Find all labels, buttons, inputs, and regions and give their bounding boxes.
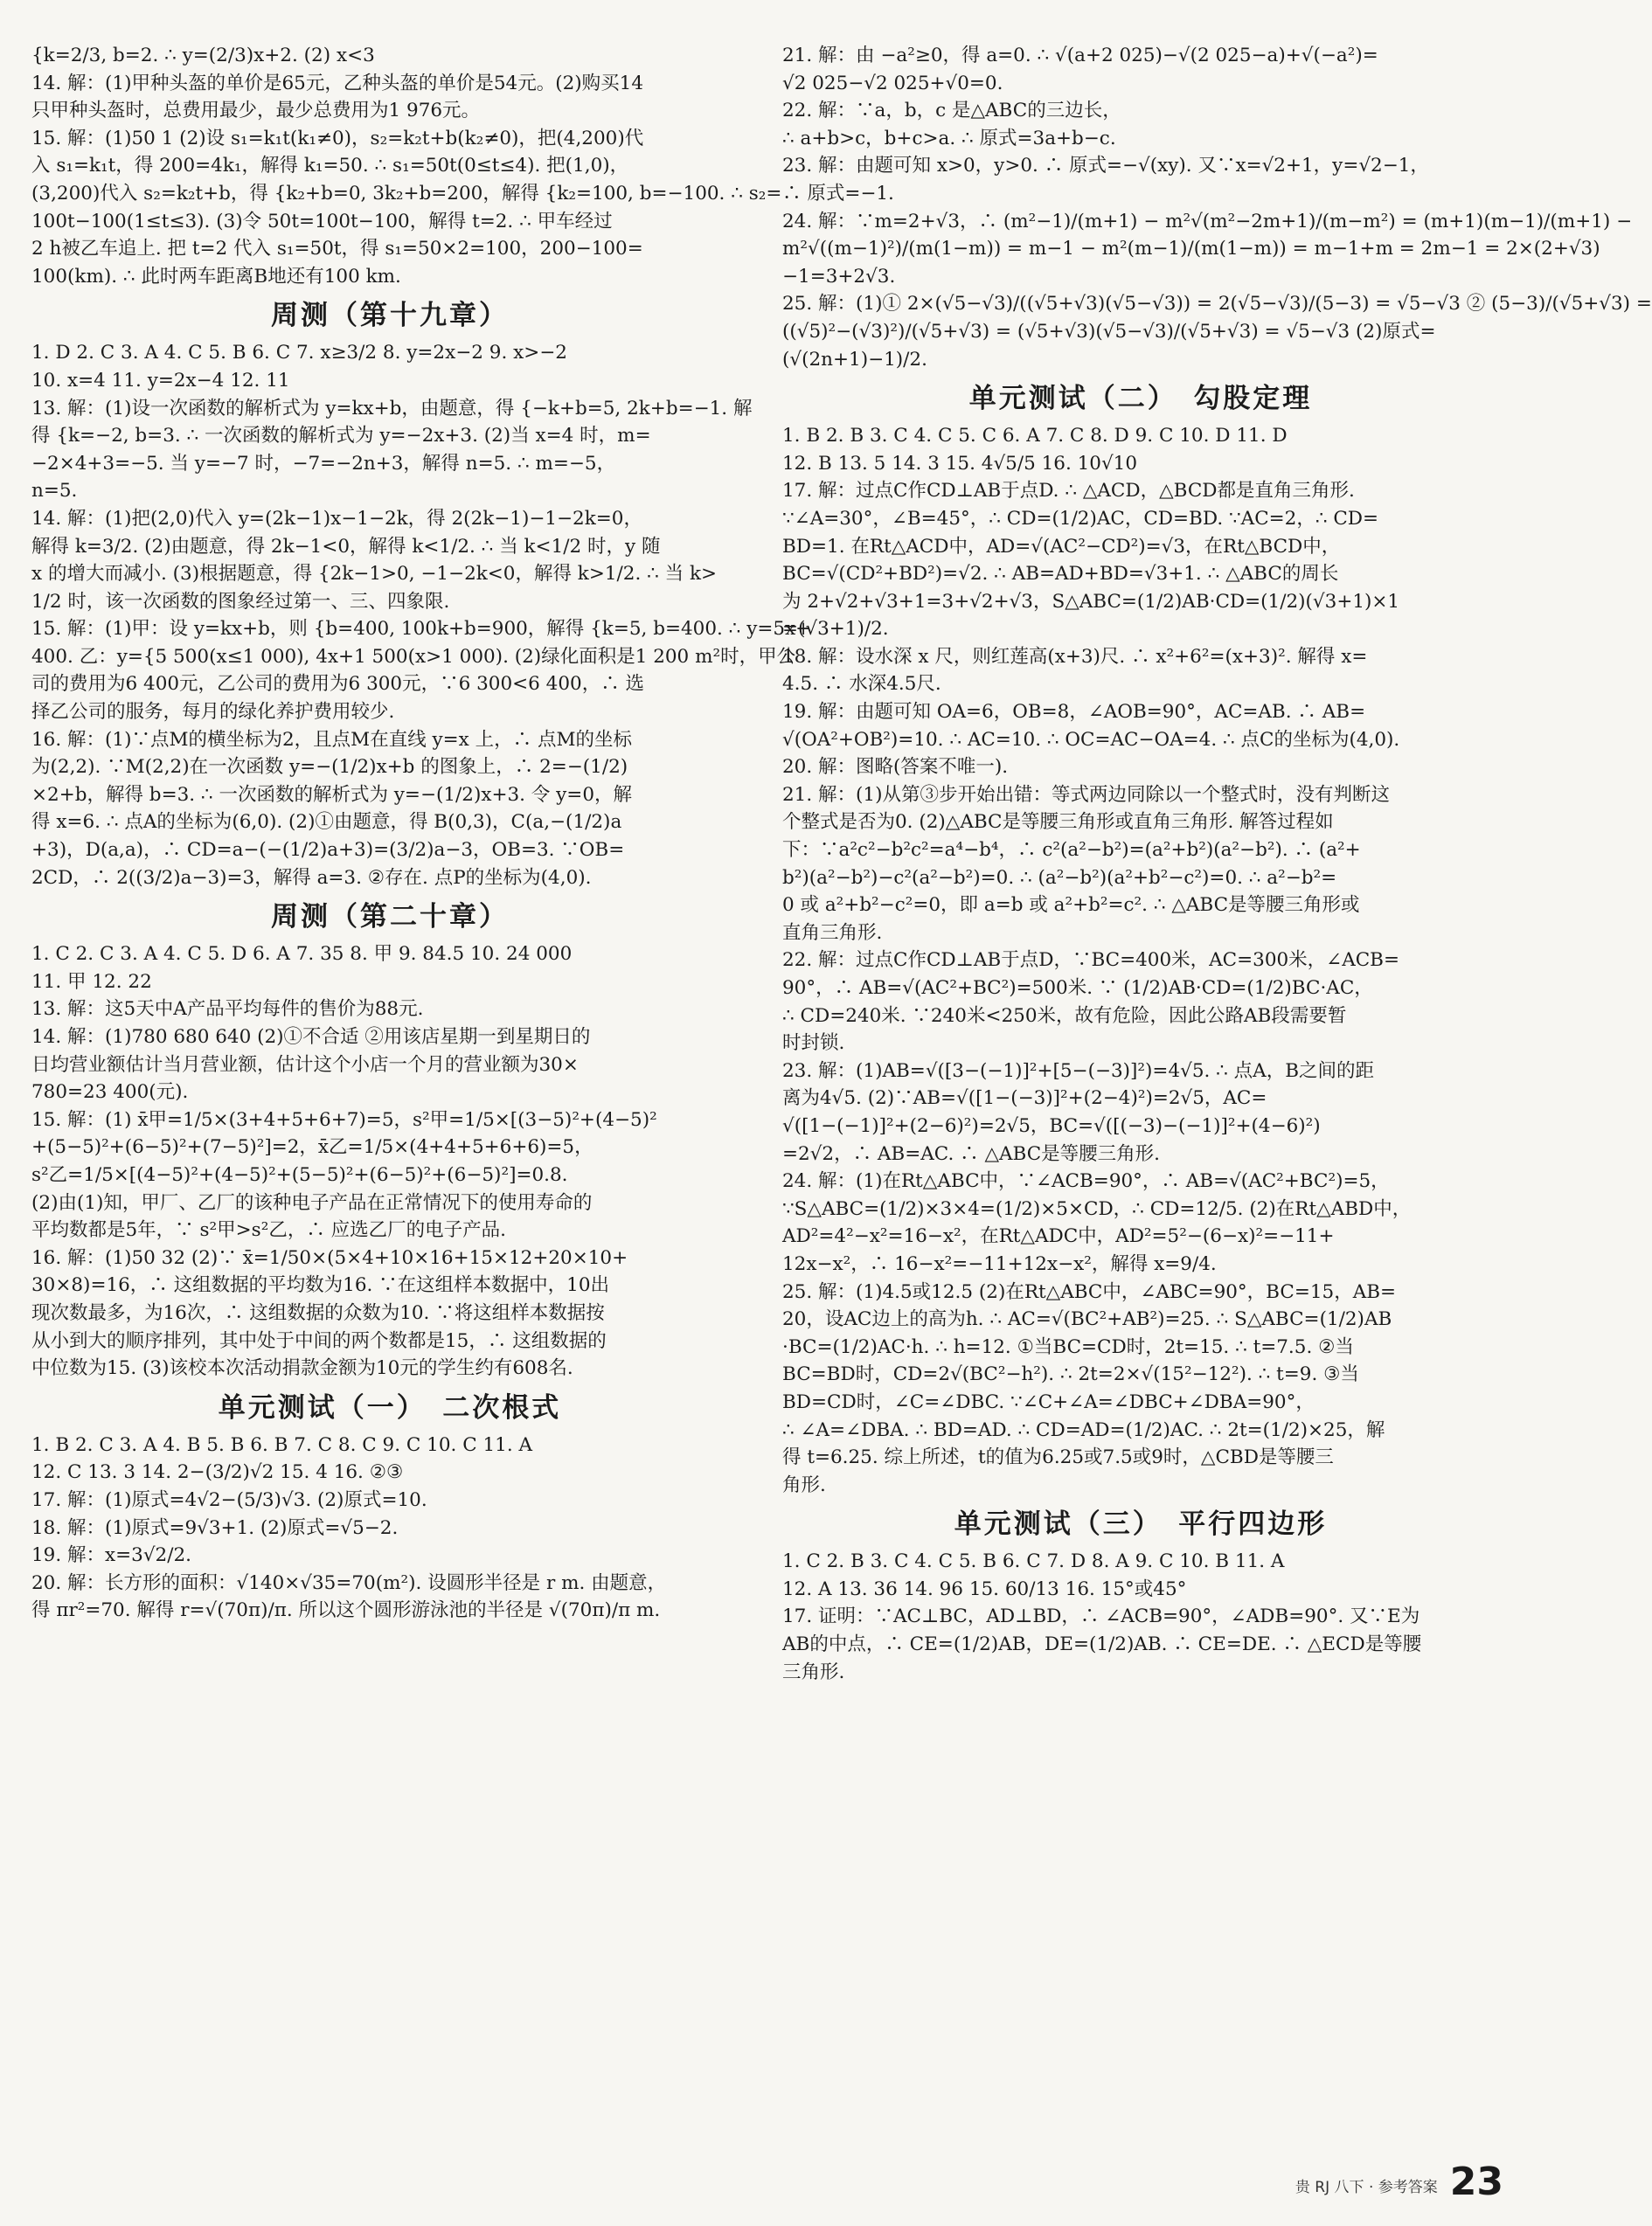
answer-line: 100t−100(1≤t≤3). (3)令 50t=100t−100，解得 t=2. ∴ 甲车经过: [31, 210, 613, 232]
answer-line: 90°，∴ AB=√(AC²+BC²)=500米. ∵ (1/2)AB·CD=(1/2)BC·AC，: [782, 977, 1373, 999]
answer-line: 21. 解：(1)从第③步开始出错：等式两边同除以一个整式时，没有判断这: [782, 783, 1390, 806]
answer-line: 14. 解：(1)780 680 640 (2)①不合适 ②用该店星期一到星期日的: [31, 1026, 591, 1048]
answer-line: b²)(a²−b²)−c²(a²−b²)=0. ∴ (a²−b²)(a²+b²−c²)=0. ∴ a²−b²=: [782, 866, 1337, 889]
answer-line: (√(2n+1)−1)/2.: [782, 348, 927, 371]
answer-line: n=5.: [31, 480, 78, 503]
answer-line: 得 x=6. ∴ 点A的坐标为(6,0). (2)①由题意，得 B(0,3)，C(a,−(1/2)a: [31, 811, 622, 834]
answer-line: ·BC=(1/2)AC·h. ∴ h=12. ①当BC=CD时，2t=15. ∴ t=7.5. ②当: [782, 1335, 1354, 1358]
footer-label: 贵 RJ 八下 · 参考答案: [1295, 2179, 1438, 2196]
answer-line: √2 025−√2 025+√0=0.: [782, 72, 1003, 94]
answer-line: +(5−5)²+(6−5)²+(7−5)²]=2，x̄乙=1/5×(4+4+5+6+6)=5，: [31, 1136, 593, 1159]
answer-line: 角形.: [782, 1474, 826, 1496]
page-number: 23: [1449, 2160, 1503, 2204]
answer-line: 12. B 13. 5 14. 3 15. 4√5/5 16. 10√10: [782, 452, 1138, 475]
answer-line: 时封锁.: [782, 1032, 845, 1055]
answer-line: (3,200)代入 s₂=k₂t+b，得 {k₂+b=0, 3k₂+b=200，解得 {k₂=100, b=−100. ∴ s₂=: [31, 182, 782, 205]
answer-line: 16. 解：(1)∵点M的横坐标为2，且点M在直线 y=x 上，∴ 点M的坐标: [31, 728, 632, 751]
section-heading: 单元测试（一） 二次根式: [218, 1391, 562, 1424]
section-heading: 周测（第十九章）: [271, 300, 509, 332]
answer-line: 400. 乙：y={5 500(x≤1 000), 4x+1 500(x>1 000). (2)绿化面积是1 200 m²时，甲公: [31, 645, 796, 668]
answer-line: 三角形.: [782, 1661, 845, 1683]
answer-line: 15. 解：(1)50 1 (2)设 s₁=k₁t(k₁≠0)，s₂=k₂t+b(k₂≠0)，把(4,200)代: [31, 127, 644, 149]
answer-line: 直角三角形.: [782, 921, 883, 944]
answer-line: 个整式是否为0. (2)△ABC是等腰三角形或直角三角形. 解答过程如: [782, 811, 1334, 834]
answer-line: 17. 证明：∵AC⊥BC，AD⊥BD，∴ ∠ACB=90°，∠ADB=90°. 又∵E为: [782, 1605, 1420, 1628]
answer-line: 为(2,2). ∵M(2,2)在一次函数 y=−(1/2)x+b 的图象上，∴ 2=−(1/2): [31, 756, 628, 779]
answer-line: m²√((m−1)²)/(m(1−m)) = m−1 − m²(m−1)/(m(1−m)) = m−1+m = 2m−1 = 2×(2+√3): [782, 238, 1600, 260]
answer-line: 18. 解：(1)原式=9√3+1. (2)原式=√5−2.: [31, 1516, 399, 1539]
answer-line: BC=√(CD²+BD²)=√2. ∴ AB=AD+BD=√3+1. ∴ △ABC的周长: [782, 563, 1339, 586]
answer-line: =2√2，∴ AB=AC. ∴ △ABC是等腰三角形.: [782, 1142, 1161, 1165]
answer-line: 14. 解：(1)把(2,0)代入 y=(2k−1)x−1−2k，得 2(2k−1)−1−2k=0，: [31, 507, 642, 530]
answer-line: 24. 解：∵m=2+√3，∴ (m²−1)/(m+1) − m²√(m²−2m+1)/(m−m²) = (m+1)(m−1)/(m+1) −: [782, 210, 1633, 232]
answer-line: 20. 解：图略(答案不唯一).: [782, 756, 1009, 779]
answer-line: 22. 解：∵a，b，c 是△ABC的三边长，: [782, 100, 1121, 122]
answer-line: ∵S△ABC=(1/2)×3×4=(1/2)×5×CD，∴ CD=12/5. (2)在Rt△ABD中，: [782, 1197, 1412, 1220]
answer-line: 17. 解：(1)原式=4√2−(5/3)√3. (2)原式=10.: [31, 1488, 427, 1511]
answer-line: BD=1. 在Rt△ACD中，AD=√(AC²−CD²)=√3，在Rt△BCD中，: [782, 535, 1341, 558]
answer-line: −1=3+2√3.: [782, 265, 896, 288]
answer-line: =(√3+1)/2.: [782, 618, 889, 641]
answer-line: 20. 解：长方形的面积：√140×√35=70(m²). 设圆形半径是 r m. 由题意，: [31, 1571, 667, 1594]
answer-line: 为 2+√2+√3+1=3+√2+√3，S△ABC=(1/2)AB·CD=(1/2)(√3+1)×1: [782, 590, 1400, 613]
answer-line: 得 {k=−2, b=3. ∴ 一次函数的解析式为 y=−2x+3. (2)当 x=4 时，m=: [31, 425, 651, 447]
answer-line: {k=2/3, b=2. ∴ y=(2/3)x+2. (2) x<3: [31, 45, 375, 66]
answer-line: ∴ a+b>c，b+c>a. ∴ 原式=3a+b−c.: [782, 127, 1116, 149]
answer-line: 0 或 a²+b²−c²=0，即 a=b 或 a²+b²=c². ∴ △ABC是等腰三角形或: [782, 894, 1360, 917]
right-column: [782, 42, 1652, 1686]
answer-line: ∴ 原式=−1.: [782, 182, 894, 205]
answer-line: AB的中点，∴ CE=(1/2)AB，DE=(1/2)AB. ∴ CE=DE. ∴ △ECD是等腰: [782, 1633, 1422, 1656]
answer-line: 下：∵a²c²−b²c²=a⁴−b⁴，∴ c²(a²−b²)=(a²+b²)(a²−b²). ∴ (a²+: [782, 839, 1361, 862]
answer-line: 21. 解：由 −a²≥0，得 a=0. ∴ √(a+2 025)−√(2 025−a)+√(−a²)=: [782, 45, 1378, 66]
answer-line: +3)，D(a,a)，∴ CD=a−(−(1/2)a+3)=(3/2)a−3，OB=3. ∵OB=: [31, 839, 625, 862]
answer-line: 得 πr²=70. 解得 r=√(70π)/π. 所以这个圆形游泳池的半径是 √(70π)/π m.: [31, 1599, 661, 1622]
answer-line: s²乙=1/5×[(4−5)²+(4−5)²+(5−5)²+(6−5)²+(6−5)²]=0.8.: [31, 1163, 568, 1186]
answer-line: 1. B 2. C 3. A 4. B 5. B 6. B 7. C 8. C 9. C 10. C 11. A: [31, 1433, 533, 1456]
answer-line: 2 h被乙车追上. 把 t=2 代入 s₁=50t，得 s₁=50×2=100，200−100=: [31, 238, 643, 260]
answer-line: (2)由(1)知，甲厂、乙厂的该种电子产品在正常情况下的使用寿命的: [31, 1191, 593, 1214]
answer-line: 15. 解：(1)甲：设 y=kx+b，则 {b=400, 100k+b=900，解得 {k=5, b=400. ∴ y=5x+: [31, 618, 812, 641]
answer-line: 13. 解：这5天中A产品平均每件的售价为88元.: [31, 998, 424, 1021]
answer-line: 1. D 2. C 3. A 4. C 5. B 6. C 7. x≥3/2 8. y=2x−2 9. x>−2: [31, 342, 567, 364]
answer-line: 从小到大的顺序排列，其中处于中间的两个数都是15，∴ 这组数据的: [31, 1329, 607, 1352]
answer-line: 25. 解：(1)① 2×(√5−√3)/((√5+√3)(√5−√3)) = 2(√5−√3)/(5−3) = √5−√3 ② (5−3)/(√5+√3) =: [782, 293, 1652, 316]
answer-line: ∴ ∠A=∠DBA. ∴ BD=AD. ∴ CD=AD=(1/2)AC. ∴ 2t=(1/2)×25，解: [782, 1418, 1385, 1441]
answer-line: AD²=4²−x²=16−x²，在Rt△ADC中，AD²=5²−(6−x)²=−11+: [782, 1225, 1335, 1248]
answer-line: 13. 解：(1)设一次函数的解析式为 y=kx+b，由题意，得 {−k+b=5, 2k+b=−1. 解: [31, 397, 753, 420]
answer-line: 1. B 2. B 3. C 4. C 5. C 6. A 7. C 8. D 9. C 10. D 11. D: [782, 425, 1288, 447]
answer-line: 18. 解：设水深 x 尺，则红莲高(x+3)尺. ∴ x²+6²=(x+3)². 解得 x=: [782, 645, 1368, 668]
answer-line: 15. 解：(1) x̄甲=1/5×(3+4+5+6+7)=5，s²甲=1/5×[(3−5)²+(4−5)²: [31, 1108, 657, 1131]
answer-line: 22. 解：过点C作CD⊥AB于点D，∵BC=400米，AC=300米，∠ACB=: [782, 949, 1399, 972]
answer-line: 19. 解：x=3√2/2.: [31, 1544, 191, 1567]
answer-line: x 的增大而减小. (3)根据题意，得 {2k−1>0, −1−2k<0，解得 k>1/2. ∴ 当 k>: [31, 563, 718, 586]
answer-line: 10. x=4 11. y=2x−4 12. 11: [31, 369, 290, 392]
answer-line: 16. 解：(1)50 32 (2)∵ x̄=1/50×(5×4+10×16+15×12+20×10+: [31, 1246, 628, 1269]
answer-line: 17. 解：过点C作CD⊥AB于点D. ∴ △ACD，△BCD都是直角三角形.: [782, 480, 1355, 503]
answer-line: 1/2 时，该一次函数的图象经过第一、三、四象限.: [31, 590, 450, 613]
answer-line: BD=CD时，∠C=∠DBC. ∵∠C+∠A=∠DBC+∠DBA=90°，: [782, 1390, 1315, 1413]
answer-line: ((√5)²−(√3)²)/(√5+√3) = (√5+√3)(√5−√3)/(√5+√3) = √5−√3 (2)原式=: [782, 320, 1436, 343]
answer-line: 24. 解：(1)在Rt△ABC中，∵∠ACB=90°，∴ AB=√(AC²+BC²)=5，: [782, 1170, 1390, 1193]
answer-line: 现次数最多，为16次，∴ 这组数据的众数为10. ∵将这组样本数据按: [31, 1301, 605, 1324]
answer-line: 25. 解：(1)4.5或12.5 (2)在Rt△ABC中，∠ABC=90°，BC=15，AB=: [782, 1280, 1397, 1303]
answer-line: 离为4√5. (2)∵AB=√([1−(−3)]²+(2−4)²)=2√5，AC=: [782, 1087, 1267, 1110]
answer-line: √([1−(−1)]²+(2−6)²)=2√5，BC=√([(−3)−(−1)]²+(4−6)²): [782, 1114, 1321, 1137]
answer-line: −2×4+3=−5. 当 y=−7 时，−7=−2n+3，解得 n=5. ∴ m=−5，: [31, 452, 616, 475]
answer-line: 780=23 400(元).: [31, 1081, 189, 1104]
page-footer: [1295, 2160, 1503, 2204]
answer-line: BC=BD时，CD=2√(BC²−h²). ∴ 2t=2×√(15²−12²). ∴ t=9. ③当: [782, 1363, 1359, 1386]
answer-line: 择乙公司的服务，每月的绿化养护费用较少.: [31, 701, 395, 724]
answer-line: 30×8)=16，∴ 这组数据的平均数为16. ∵在这组样本数据中，10出: [31, 1274, 610, 1297]
answer-line: 12. A 13. 36 14. 96 15. 60/13 16. 15°或45°: [782, 1578, 1187, 1600]
answer-line: 11. 甲 12. 22: [31, 970, 152, 993]
answer-line: √(OA²+OB²)=10. ∴ AC=10. ∴ OC=AC−OA=4. ∴ 点C的坐标为(4,0).: [782, 728, 1400, 751]
answer-line: 23. 解：由题可知 x>0，y>0. ∴ 原式=−√(xy). 又∵x=√2+1，y=√2−1，: [782, 155, 1429, 177]
answer-line: 19. 解：由题可知 OA=6，OB=8，∠AOB=90°，AC=AB. ∴ AB=: [782, 701, 1366, 724]
answer-line: ∵∠A=30°，∠B=45°，∴ CD=(1/2)AC，CD=BD. ∵AC=2，∴ CD=: [782, 507, 1379, 530]
answer-line: 12. C 13. 3 14. 2−(3/2)√2 15. 4 16. ②③: [31, 1461, 404, 1484]
answer-line: 100(km). ∴ 此时两车距离B地还有100 km.: [31, 265, 401, 288]
answer-line: 1. C 2. C 3. A 4. C 5. D 6. A 7. 35 8. 甲 9. 84.5 10. 24 000: [31, 943, 573, 966]
answer-line: 12x−x²，∴ 16−x²=−11+12x−x²，解得 x=9/4.: [782, 1252, 1217, 1275]
answer-line: 只甲种头盔时，总费用最少，最少总费用为1 976元。: [31, 100, 481, 122]
answer-line: ×2+b，解得 b=3. ∴ 一次函数的解析式为 y=−(1/2)x+3. 令 y=0，解: [31, 783, 632, 806]
section-heading: 周测（第二十章）: [271, 901, 509, 933]
answer-line: 入 s₁=k₁t，得 200=4k₁，解得 k₁=50. ∴ s₁=50t(0≤t≤4). 把(1,0)，: [31, 155, 629, 177]
section-heading: 单元测试（三） 平行四边形: [954, 1508, 1328, 1541]
answer-line: 日均营业额估计当月营业额，估计这个小店一个月的营业额为30×: [31, 1053, 579, 1076]
answer-line: 4.5. ∴ 水深4.5尺.: [782, 673, 941, 696]
answer-line: 解得 k=3/2. (2)由题意，得 2k−1<0，解得 k<1/2. ∴ 当 k<1/2 时，y 随: [31, 535, 661, 558]
answer-line: 司的费用为6 400元，乙公司的费用为6 300元，∵6 300<6 400，∴ 选: [31, 673, 645, 696]
answer-line: 23. 解：(1)AB=√([3−(−1)]²+[5−(−3)]²)=4√5. ∴ 点A，B之间的距: [782, 1059, 1375, 1082]
answer-line: 2CD，∴ 2((3/2)a−3)=3，解得 a=3. ②存在. 点P的坐标为(4,0).: [31, 866, 592, 889]
answer-line: 得 t=6.25. 综上所述，t的值为6.25或7.5或9时，△CBD是等腰三: [782, 1446, 1334, 1469]
section-heading: 单元测试（二） 勾股定理: [968, 383, 1313, 415]
answer-line: 1. C 2. B 3. C 4. C 5. B 6. C 7. D 8. A 9. C 10. B 11. A: [782, 1550, 1285, 1573]
answer-line: 14. 解：(1)甲种头盔的单价是65元，乙种头盔的单价是54元。(2)购买14: [31, 72, 644, 94]
answer-line: 中位数为15. (3)该校本次活动捐款金额为10元的学生约有608名.: [31, 1357, 573, 1380]
answer-line: ∴ CD=240米. ∵240米<250米，故有危险，因此公路AB段需要暂: [782, 1004, 1347, 1027]
answer-line: 20，设AC边上的高为h. ∴ AC=√(BC²+AB²)=25. ∴ S△ABC=(1/2)AB: [782, 1308, 1392, 1331]
answer-line: 平均数都是5年，∵ s²甲>s²乙，∴ 应选乙厂的电子产品.: [31, 1219, 507, 1242]
